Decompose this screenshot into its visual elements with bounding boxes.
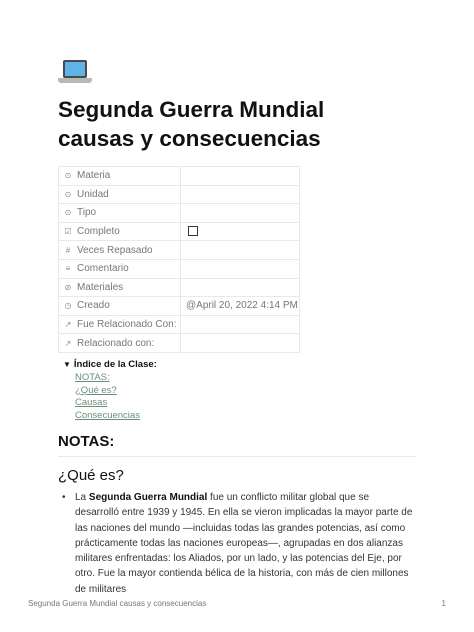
clock-icon: ◷ xyxy=(64,301,72,311)
title-line-2: causas y consecuencias xyxy=(58,126,321,151)
property-label: Comentario xyxy=(77,263,129,275)
property-name xyxy=(59,167,181,186)
title-line-1: Segunda Guerra Mundial xyxy=(58,97,325,122)
property-value[interactable] xyxy=(181,204,300,223)
bullet-item xyxy=(62,490,414,597)
property-row xyxy=(59,222,300,241)
property-label: Creado xyxy=(77,300,110,312)
relation-arrow-icon: ↗ xyxy=(64,338,72,348)
property-label: Materia xyxy=(77,170,111,182)
property-label: Completo xyxy=(77,226,120,238)
text-icon: ≡ xyxy=(65,264,71,274)
relation-arrow-icon: ↗ xyxy=(64,320,72,330)
property-row xyxy=(59,185,300,204)
checkbox-property-icon: ☑ xyxy=(64,227,72,237)
paragraph-text-post: fue un conflicto militar global que se desarrolló entre 1939 y 1945. En ella se vieron implicadas la mayor parte de las naciones del mundo —incluidas todas las grandes potencias, así como prácticamente todas las naciones europeas—, agrupadas en dos alianzas militares enfrentadas: los Aliados, por un lado, y las potencias del Eje, por otro. Fue la mayor contienda bélica de la historia, con más de cien millones de militares xyxy=(75,492,413,595)
paragraph xyxy=(75,490,414,597)
property-value[interactable] xyxy=(181,334,300,353)
property-value[interactable] xyxy=(181,241,300,260)
property-name xyxy=(59,259,181,278)
property-name xyxy=(59,278,181,297)
property-name xyxy=(59,185,181,204)
property-row xyxy=(59,167,300,186)
property-label: Unidad xyxy=(77,188,109,200)
footer-title: Segunda Guerra Mundial causas y consecuencias xyxy=(28,599,207,608)
page-number: 1 xyxy=(441,599,446,608)
property-row xyxy=(59,204,300,223)
property-value[interactable] xyxy=(181,259,300,278)
toc-link-notas[interactable]: NOTAS: xyxy=(75,372,110,383)
laptop-icon xyxy=(58,58,92,88)
properties-table xyxy=(58,166,300,353)
property-row xyxy=(59,241,300,260)
toc-link-que-es[interactable]: ¿Qué es? xyxy=(75,384,117,396)
property-label: Relacionado con: xyxy=(77,337,155,349)
number-icon: # xyxy=(65,245,71,255)
property-value[interactable] xyxy=(181,185,300,204)
property-row xyxy=(59,315,300,334)
paragraph-text-pre: La xyxy=(75,492,89,503)
triangle-down-icon: ▼ xyxy=(63,360,71,369)
paragraph-bold: Segunda Guerra Mundial xyxy=(88,492,208,503)
property-value[interactable] xyxy=(181,297,300,316)
property-row xyxy=(59,259,300,278)
heading-notas: NOTAS: xyxy=(58,433,115,450)
heading-que-es: ¿Qué es? xyxy=(58,467,124,484)
property-value[interactable] xyxy=(181,315,300,334)
property-name xyxy=(59,297,181,316)
page-title xyxy=(58,95,438,153)
toc-toggle[interactable] xyxy=(63,359,157,370)
select-icon: ⊙ xyxy=(64,189,72,199)
property-name xyxy=(59,222,181,241)
property-value[interactable] xyxy=(181,167,300,186)
checkbox[interactable] xyxy=(188,226,198,236)
property-row xyxy=(59,334,300,353)
property-name xyxy=(59,241,181,260)
property-name xyxy=(59,204,181,223)
property-label: Tipo xyxy=(77,207,97,219)
bullet-dot-icon: • xyxy=(62,492,66,503)
property-label: Fue Relacionado Con: xyxy=(77,319,177,331)
select-icon: ⊙ xyxy=(64,171,72,181)
toc-title: Índice de la Clase: xyxy=(73,359,157,370)
table-of-contents xyxy=(63,359,157,422)
property-name xyxy=(59,334,181,353)
property-row xyxy=(59,297,300,316)
toc-link-causas[interactable]: Causas xyxy=(75,397,108,408)
property-value[interactable] xyxy=(181,278,300,297)
divider xyxy=(58,456,416,457)
property-value[interactable] xyxy=(181,222,300,241)
files-icon: ⊘ xyxy=(64,282,72,292)
select-icon: ⊙ xyxy=(64,208,72,218)
property-label: Veces Repasado xyxy=(77,244,153,256)
property-value-text: @April 20, 2022 4:14 PM xyxy=(186,300,298,312)
toc-link-consecuencias[interactable]: Consecuencias xyxy=(75,409,140,421)
property-label: Materiales xyxy=(77,281,124,293)
property-name xyxy=(59,315,181,334)
property-row xyxy=(59,278,300,297)
